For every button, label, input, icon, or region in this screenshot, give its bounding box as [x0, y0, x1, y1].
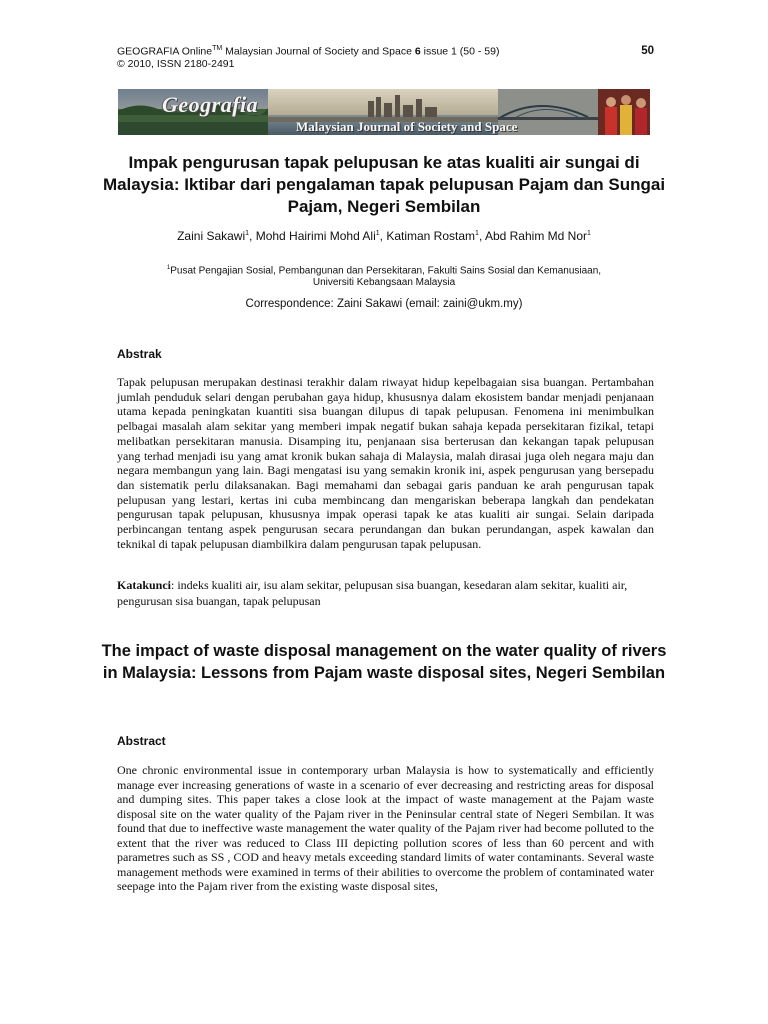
author-name: Abd Rahim Md Nor: [484, 229, 587, 243]
keywords-label: Katakunci: [117, 578, 172, 592]
journal-banner: [118, 89, 650, 135]
correspondence: Correspondence: Zaini Sakawi (email: zaini@ukm.my): [245, 298, 523, 310]
journal-citation: GEOGRAFIA Online™ Malaysian Journal of Society and Space 6 issue 1 (50 - 59): [117, 45, 500, 58]
paper-title-english: The impact of waste disposal management on the water quality of rivers in Malaysia: Lessons from Pajam waste disposal sites, Negeri Sembilan: [101, 642, 667, 682]
copyright-line: © 2010, ISSN 2180-2491: [117, 57, 235, 70]
paper-title-malay: Impak pengurusan tapak pelupusan ke atas kualiti air sungai di Malaysia: Iktibar dari pengalaman tapak pelupusan Pajam dan Sungai Pajam, Negeri Sembilan: [102, 153, 666, 216]
banner-subtitle: Malaysian Journal of Society and Space: [296, 119, 518, 134]
banner-title: Geografia: [162, 92, 259, 117]
abstrak-text: Tapak pelupusan merupakan destinasi terakhir dalam riwayat hidup kepelbagaian sisa buangan. Pertambahan jumlah penduduk selari dengan perubahan gaya hidup, khususnya dalam ekosistem bandar menjadi penjanaan utama kepada peningkatan kuantiti sisa buangan dilupus di tapak pelupusan. Fenomena ini menimbulkan pelbagai masalah alam sekitar yang memberi impak negatif bukan sahaja kepada persekitaran fizikal, tetapi melibatkan persekitaran manusia. Disamping itu, penjanaan sisa berterusan dan kekangan tapak pelupusan yang terhad menjadi isu yang amat kronik bukan sahaja di Malaysia, malah dirasai juga oleh negara maju dan negara membangun yang lain. Bagi mengatasi isu yang semakin kronik ini, aspek pengurusan yang bersepadu dan sistematik perlu dilaksanakan. Bagi memahami dan sebagai garis panduan ke arah pengurusan tapak pelupusan yang lestari, kertas ini cuba membincang dan mengariskan beberapa langkah dan pendekatan pengurusan tapak pelupusan, khususnya impak operasi tapak ke atas kualiti air sungai. Selain daripada perbincangan tentang aspek pengurusan secara perundangan dan bukan perundangan, aspek kawalan dan teknikal di tapak pelupusan diambilkira dalam pengurusan tapak pelupusan.: [117, 375, 654, 551]
abstract-text: One chronic environmental issue in contemporary urban Malaysia is how to systematically and efficiently manage ever increasing generations of waste in a scenario of ever decreasing and restricting areas for disposal and dumping sites. This paper takes a close look at the impact of waste management at the Pajam waste disposal site on the water quality of the Pajam river in the Peninsular central state of Negeri Sembilan. It was found that due to ineffective waste management the water quality of the Pajam river had become polluted to the extent that the river was reduced to Class III depicting pollution scores of less than 60 percent and with parametres such as SS , COD and heavy metals exceeding standard limits of water contaminants. Several waste management methods were examined in terms of their abilities to overcome the problem of contaminated water seepage into the Pajam river from the existing waste disposal sites,: [117, 763, 654, 893]
author-list: Zaini Sakawi$^1$, Mohd Hairimi Mohd Ali$^1$, Katiman Rostam$^1$, Abd Rahim Md Nor$^1$: [177, 229, 591, 243]
author-name: Mohd Hairimi Mohd Ali: [255, 229, 376, 243]
journal-header: [117, 43, 499, 70]
page-number: 50: [641, 45, 654, 57]
abstract-heading: Abstract: [117, 734, 166, 748]
abstrak-heading: Abstrak: [117, 347, 162, 361]
author-name: Katiman Rostam: [386, 229, 476, 243]
author-name: Zaini Sakawi: [177, 229, 246, 243]
keywords-malay: Katakunci: indeks kualiti air, isu alam sekitar, pelupusan sisa buangan, kesedaran alam sekitar, kualiti air, pengurusan sisa buangan, tapak pelupusan: [117, 578, 628, 608]
affiliation: $^1$Pusat Pengajian Sosial, Pembangunan dan Persekitaran, Fakulti Sains Sosial dan Kemanusiaan, Universiti Kebangsaan Malaysia: [166, 265, 602, 289]
